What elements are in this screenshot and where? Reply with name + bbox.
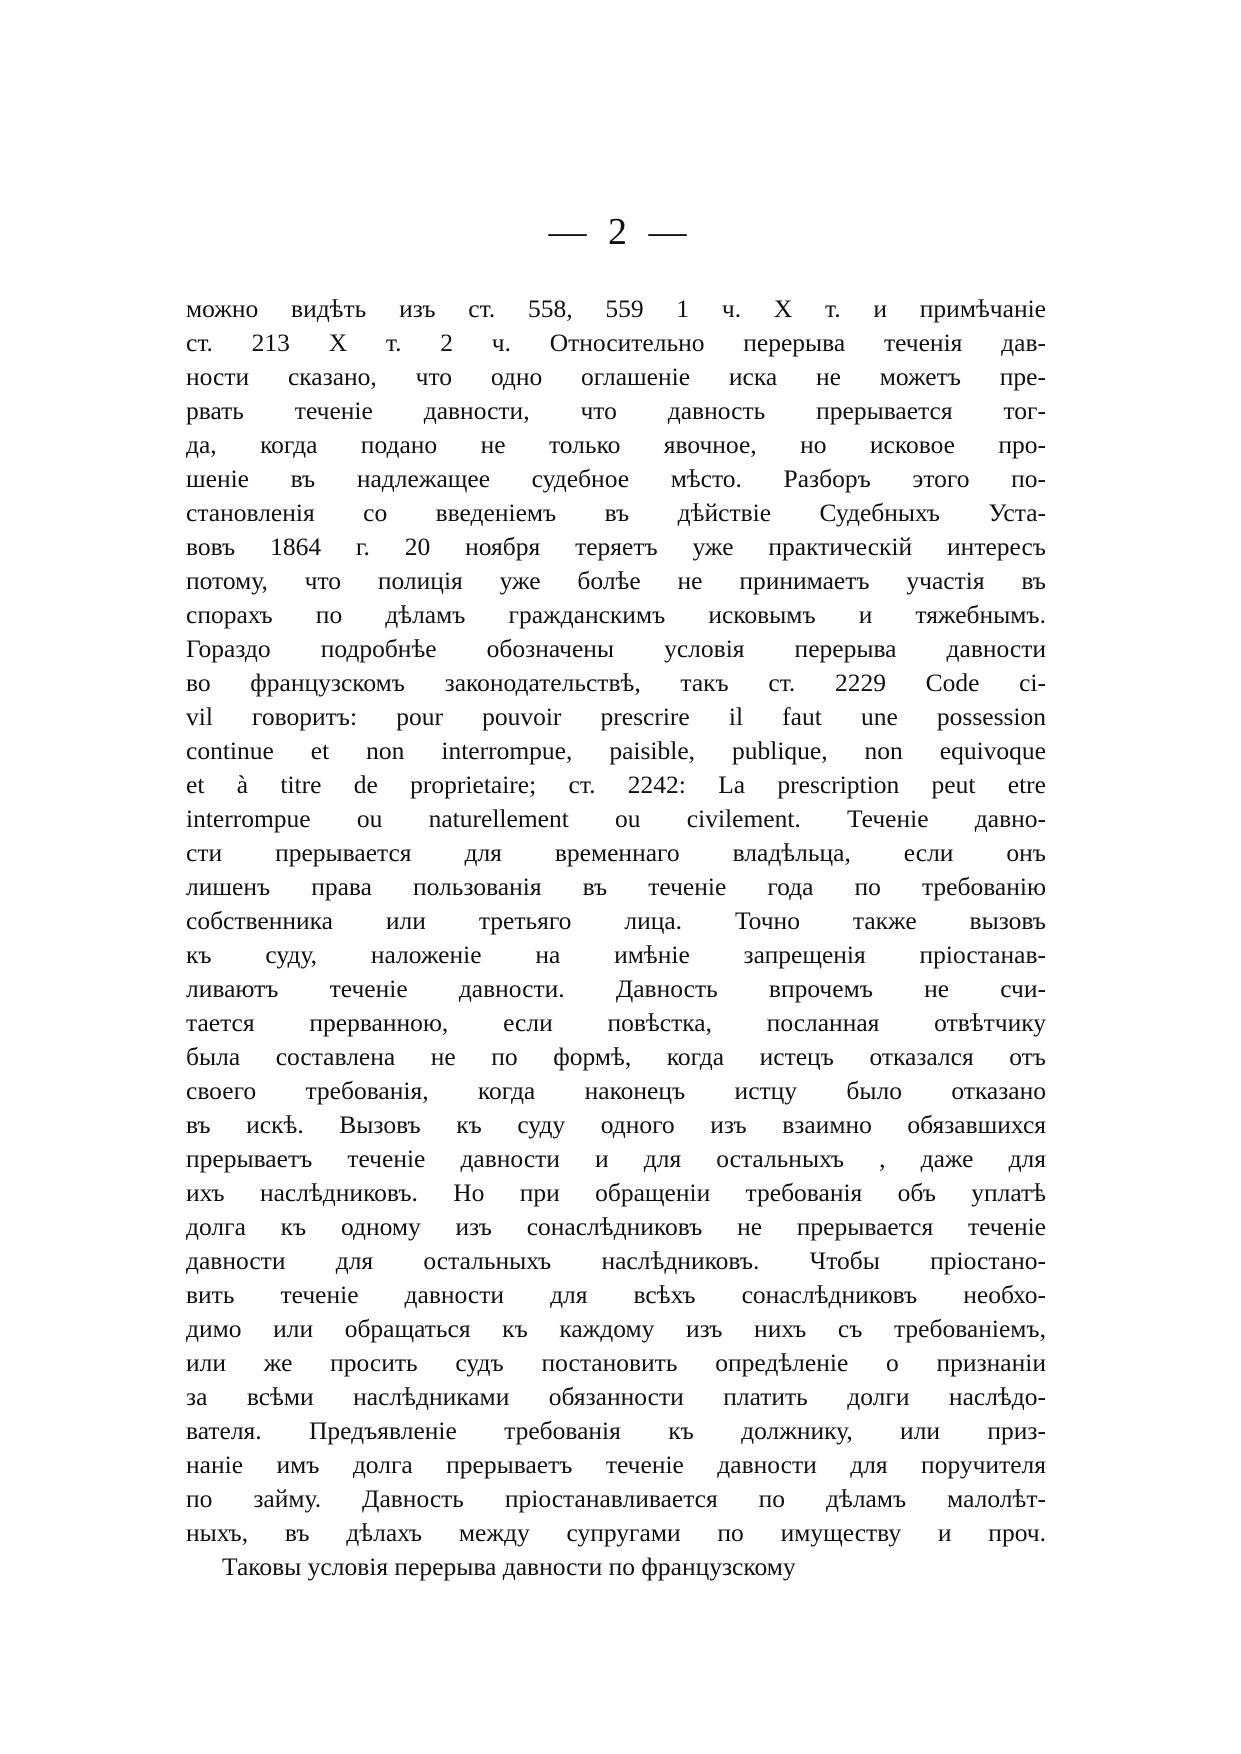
text-line: въ искѣ. Вызовъ къ суду одного изъ взаимно обязавшихся xyxy=(186,1110,1046,1139)
text-line: et à titre de proprietaire; ст. 2242: La prescription peut etre xyxy=(186,770,1046,799)
text-line: шеніе въ надлежащее судебное мѣсто. Разборъ этого по- xyxy=(186,464,1046,493)
text-line: Гораздо подробнѣе обозначены условія перерыва давности xyxy=(186,634,1046,663)
text-line: спорахъ по дѣламъ гражданскимъ исковымъ и тяжебнымъ. xyxy=(186,600,1046,629)
text-line: за всѣми наслѣдниками обязанности платить долги наслѣдо- xyxy=(186,1382,1046,1411)
text-line: рвать теченіе давности, что давность прерывается тог- xyxy=(186,396,1046,425)
text-line: да, когда подано не только явочное, но исковое про- xyxy=(186,430,1046,459)
text-line: прерываетъ теченіе давности и для остальныхъ , даже для xyxy=(186,1144,1046,1173)
text-line: сти прерывается для временнаго владѣльца, если онъ xyxy=(186,838,1046,867)
text-line: лишенъ права пользованія въ теченіе года по требованію xyxy=(186,872,1046,901)
text-line: тается прерванною, если повѣстка, посланная отвѣтчику xyxy=(186,1008,1046,1037)
text-line: наніе имъ долга прерываетъ теченіе давности для поручителя xyxy=(186,1450,1046,1479)
text-line: становленія со введеніемъ въ дѣйствіе Судебныхъ Уста- xyxy=(186,498,1046,527)
text-line-paragraph-start: Таковы условія перерыва давности по французскому xyxy=(222,1552,796,1581)
text-line: ныхъ, въ дѣлахъ между супругами по имуществу и проч. xyxy=(186,1518,1046,1547)
page-number: — 2 — xyxy=(548,211,693,253)
body-text xyxy=(186,292,1046,1584)
text-line: или же просить судъ постановить опредѣленіе о признаніи xyxy=(186,1348,1046,1377)
text-line: была составлена не по формѣ, когда истецъ отказался отъ xyxy=(186,1042,1046,1071)
text-line: долга къ одному изъ сонаслѣдниковъ не прерывается теченіе xyxy=(186,1212,1046,1241)
text-line: собственника или третьяго лица. Точно также вызовъ xyxy=(186,906,1046,935)
text-line: по займу. Давность пріостанавливается по дѣламъ малолѣт- xyxy=(186,1484,1046,1513)
text-line: ности сказано, что одно оглашеніе иска не можетъ пре- xyxy=(186,362,1046,391)
text-line: ихъ наслѣдниковъ. Но при обращеніи требованія объ уплатѣ xyxy=(186,1178,1046,1207)
text-line: можно видѣть изъ ст. 558, 559 1 ч. X т. и примѣчаніе xyxy=(186,294,1046,323)
text-line: димо или обращаться къ каждому изъ нихъ съ требованіемъ, xyxy=(186,1314,1046,1343)
text-line: потому, что полиція уже болѣе не принимаетъ участія въ xyxy=(186,566,1046,595)
text-line: во французскомъ законодательствѣ, такъ ст. 2229 Code ci- xyxy=(186,668,1046,697)
text-line: continue et non interrompue, paisible, publique, non equivoque xyxy=(186,736,1046,765)
text-line: ст. 213 X т. 2 ч. Относительно перерыва теченія дав- xyxy=(186,328,1046,357)
text-line: своего требованія, когда наконецъ истцу было отказано xyxy=(186,1076,1046,1105)
text-line: вить теченіе давности для всѣхъ сонаслѣдниковъ необхо- xyxy=(186,1280,1046,1309)
text-line: вовъ 1864 г. 20 ноября теряетъ уже практическій интересъ xyxy=(186,532,1046,561)
text-line: давности для остальныхъ наслѣдниковъ. Чтобы пріостано- xyxy=(186,1246,1046,1275)
text-line: interrompue ou naturellement ou civilement. Теченіе давно- xyxy=(186,804,1046,833)
text-line: вателя. Предъявленіе требованія къ должнику, или приз- xyxy=(186,1416,1046,1445)
text-line: ливаютъ теченіе давности. Давность впрочемъ не счи- xyxy=(186,974,1046,1003)
text-line: къ суду, наложеніе на имѣніе запрещенія пріостанав- xyxy=(186,940,1046,969)
text-line: vil говоритъ: pour pouvoir prescrire il faut une possession xyxy=(186,702,1046,731)
